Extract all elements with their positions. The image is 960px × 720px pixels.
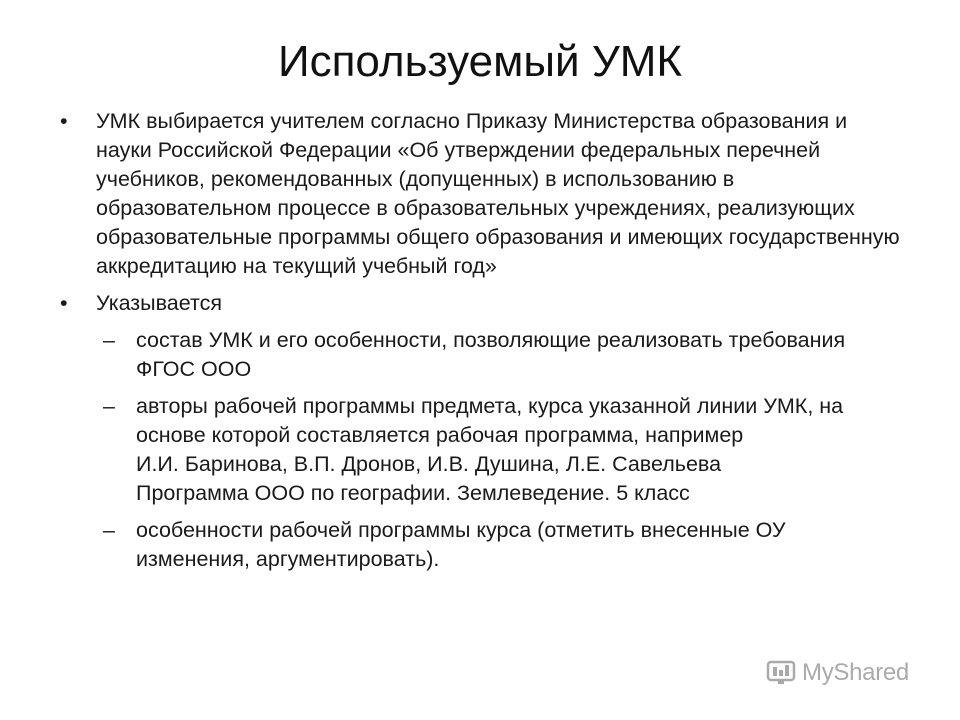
dash-mark: – xyxy=(103,394,115,418)
sub-item-program: Программа ООО по географии. Землеведение. 5 класс xyxy=(136,481,690,505)
sub-item-text: авторы рабочей программы предмета, курса указанной линии УМК, на основе которой составляется рабочая программа, например xyxy=(136,394,844,447)
sub-item-authors: И.И. Баринова, В.П. Дронов, И.В. Душина, Л.Е. Савельева xyxy=(136,452,722,476)
dash-mark: – xyxy=(103,518,115,542)
myshared-logo-icon xyxy=(766,659,798,687)
sub-item-text: состав УМК и его особенности, позволяющие реализовать требования ФГОС ООО xyxy=(136,328,846,381)
bullet-text: УМК выбирается учителем согласно Приказу Министерства образования и науки Российской Федерации «Об утверждении федеральных перечней учебников, рекомендованных (допущенных) в использованию в образовательном процессе в образовательных учреждениях, реализующих образовательные программы общего образования и имеющих государственную аккредитацию на текущий учебный год» xyxy=(96,109,900,278)
watermark-text: MyShared xyxy=(802,659,909,686)
bullet-text: Указывается xyxy=(96,291,222,315)
watermark xyxy=(766,658,936,688)
sub-item-text: особенности рабочей программы курса (отметить внесенные ОУ изменения, аргументировать). xyxy=(136,518,786,571)
slide-content xyxy=(0,107,960,582)
dash-mark: – xyxy=(103,328,115,352)
bullet-mark: • xyxy=(60,109,68,133)
sub-item xyxy=(0,392,960,508)
sub-item xyxy=(0,326,960,384)
slide-title: Используемый УМК xyxy=(277,37,683,86)
bullet-item xyxy=(0,107,960,281)
bullet-item xyxy=(0,289,960,318)
bullet-mark: • xyxy=(60,291,68,315)
sub-item xyxy=(0,516,960,574)
